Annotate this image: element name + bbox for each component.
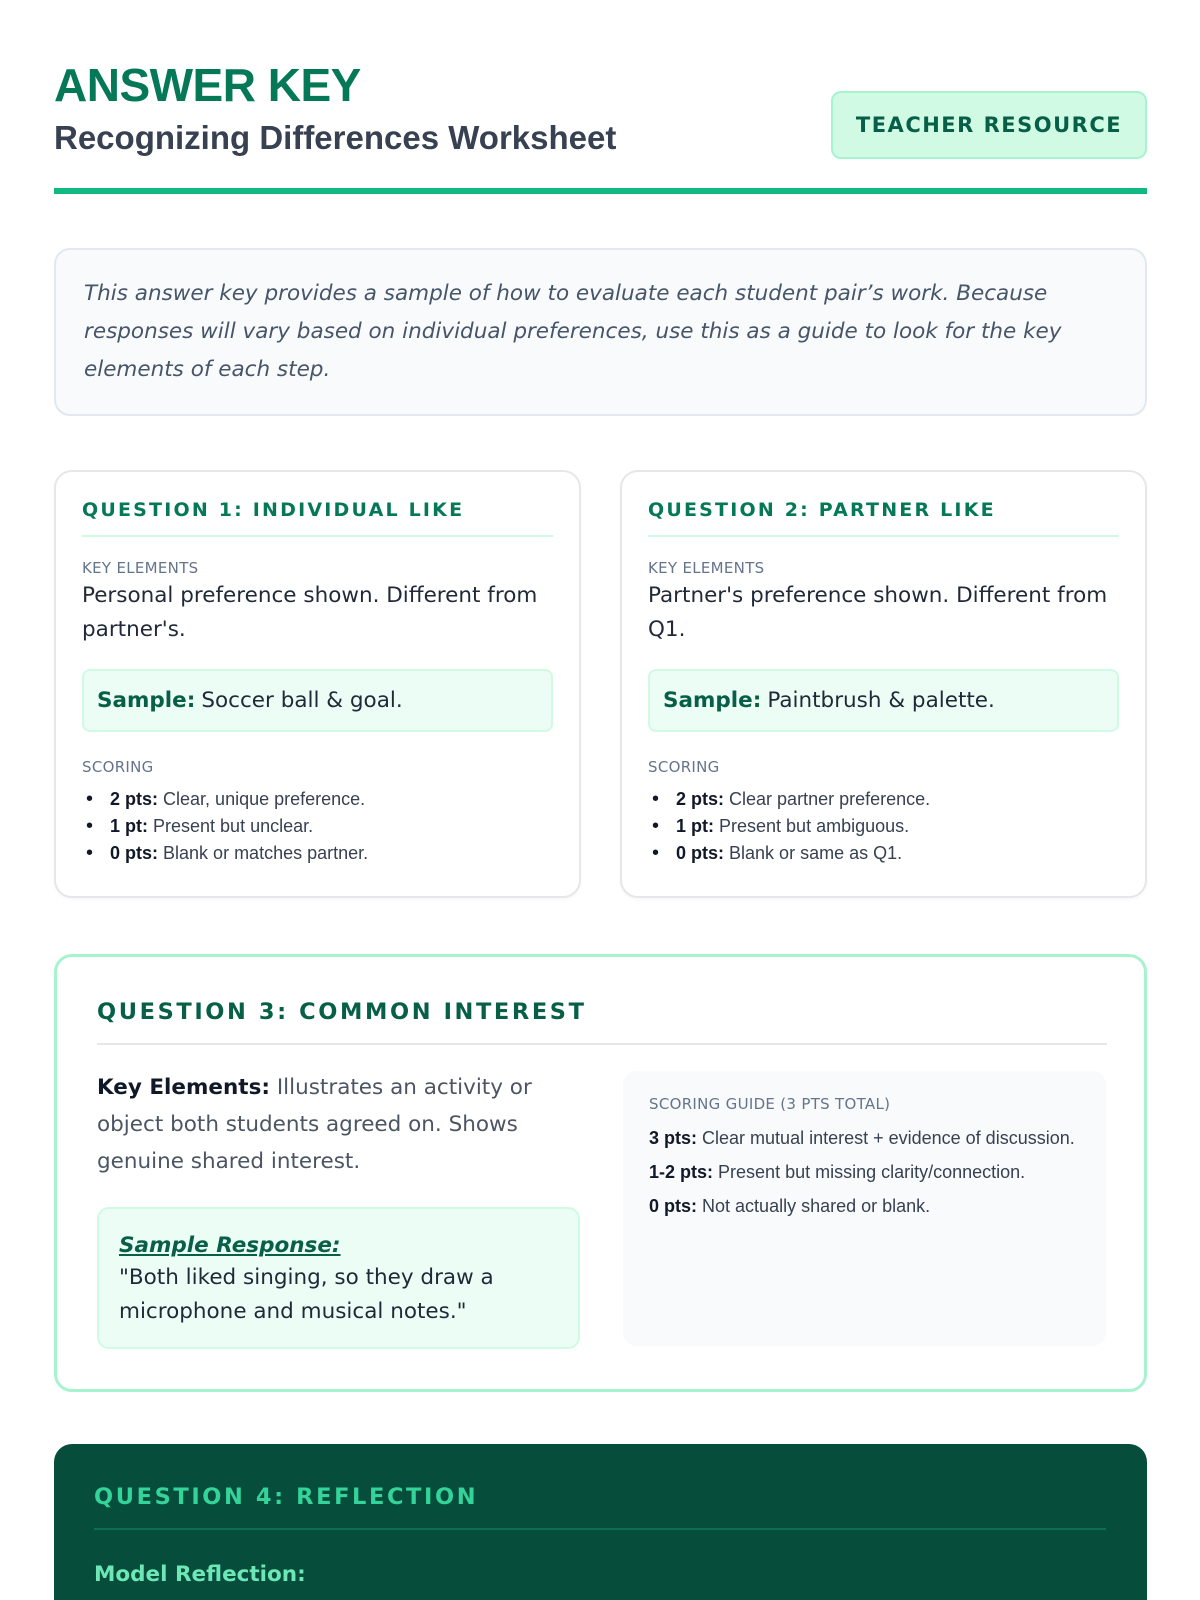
question-3-card: [54, 954, 1147, 1392]
list-item: [82, 786, 553, 813]
answer-key-page: [54, 0, 1147, 1600]
question-2-card: [620, 470, 1147, 898]
score-text: Blank or same as Q1.: [729, 843, 903, 863]
score-text: Present but unclear.: [153, 816, 314, 836]
question-1-title: QUESTION 1: INDIVIDUAL LIKE: [82, 499, 553, 537]
score-points: 3 pts:: [649, 1128, 698, 1148]
list-item: [82, 813, 553, 840]
q3-sample-text: "Both liked singing, so they draw a microphone and musical notes.": [119, 1265, 494, 1324]
list-item: [648, 786, 1119, 813]
question-3-title: QUESTION 3: COMMON INTEREST: [97, 999, 1107, 1045]
score-text: Blank or matches partner.: [163, 843, 369, 863]
list-item: [648, 813, 1119, 840]
question-1-card: [54, 470, 581, 898]
score-points: 2 pts:: [110, 789, 159, 809]
q2-sample-text: Paintbrush & palette.: [767, 688, 995, 713]
list-item: [649, 1193, 1080, 1220]
score-text: Clear partner preference.: [729, 789, 931, 809]
q1-scoring-list: [82, 786, 553, 867]
score-points: 1-2 pts:: [649, 1162, 714, 1182]
list-item: [648, 840, 1119, 867]
intro-text: This answer key provides a sample of how to evaluate each student pair’s work. Because responses will vary based on individual preferences, use this as a guide to look for the key elements of each step.: [84, 281, 1062, 382]
q2-key-elements-label: KEY ELEMENTS: [648, 559, 765, 577]
score-points: 1 pt:: [110, 816, 148, 836]
page-subtitle: Recognizing Differences Worksheet: [54, 119, 617, 156]
list-item: [82, 840, 553, 867]
q1-key-elements-label: KEY ELEMENTS: [82, 559, 199, 577]
score-points: 0 pts:: [649, 1196, 698, 1216]
q3-scoring-guide: [623, 1071, 1106, 1346]
q3-sample-box: [97, 1207, 580, 1349]
teacher-resource-badge: TEACHER RESOURCE: [831, 91, 1147, 159]
q3-sample-label: Sample Response:: [119, 1233, 341, 1258]
score-points: 1 pt:: [676, 816, 714, 836]
q3-key-label: Key Elements:: [97, 1075, 270, 1100]
q2-sample-box: [648, 669, 1119, 732]
score-points: 0 pts:: [676, 843, 725, 863]
q3-key-elements: [97, 1069, 580, 1180]
score-points: 0 pts:: [110, 843, 159, 863]
q1-sample-label: Sample:: [97, 688, 196, 713]
question-4-card: [54, 1444, 1147, 1600]
q1-sample-box: [82, 669, 553, 732]
q2-sample-label: Sample:: [663, 688, 762, 713]
q1-sample-text: Soccer ball & goal.: [201, 688, 403, 713]
q4-model-reflection-label: Model Reflection:: [94, 1562, 306, 1587]
score-text: Present but missing clarity/connection.: [718, 1162, 1026, 1182]
score-text: Clear mutual interest + evidence of discussion.: [702, 1128, 1075, 1148]
score-text: Clear, unique preference.: [163, 789, 366, 809]
score-text: Present but ambiguous.: [719, 816, 910, 836]
q2-scoring-label: SCORING: [648, 758, 720, 776]
q1-scoring-label: SCORING: [82, 758, 154, 776]
question-4-title: QUESTION 4: REFLECTION: [94, 1484, 1106, 1530]
q3-key-text: Illustrates an activity or object both students agreed on. Shows genuine shared interest.: [97, 1075, 532, 1174]
score-text: Not actually shared or blank.: [702, 1196, 931, 1216]
list-item: [649, 1125, 1080, 1152]
q3-scoring-guide-label: SCORING GUIDE (3 PTS TOTAL): [649, 1095, 891, 1113]
intro-box: [54, 248, 1147, 416]
q2-key-elements-text: Partner's preference shown. Different from Q1.: [648, 583, 1108, 642]
q2-scoring-list: [648, 786, 1119, 867]
list-item: [649, 1159, 1080, 1186]
score-points: 2 pts:: [676, 789, 725, 809]
header: [54, 58, 1147, 194]
q1-key-elements-text: Personal preference shown. Different from partner's.: [82, 583, 538, 642]
question-2-title: QUESTION 2: PARTNER LIKE: [648, 499, 1119, 537]
q3-key-paragraph: [97, 1069, 580, 1180]
page-title: ANSWER KEY: [54, 59, 361, 111]
